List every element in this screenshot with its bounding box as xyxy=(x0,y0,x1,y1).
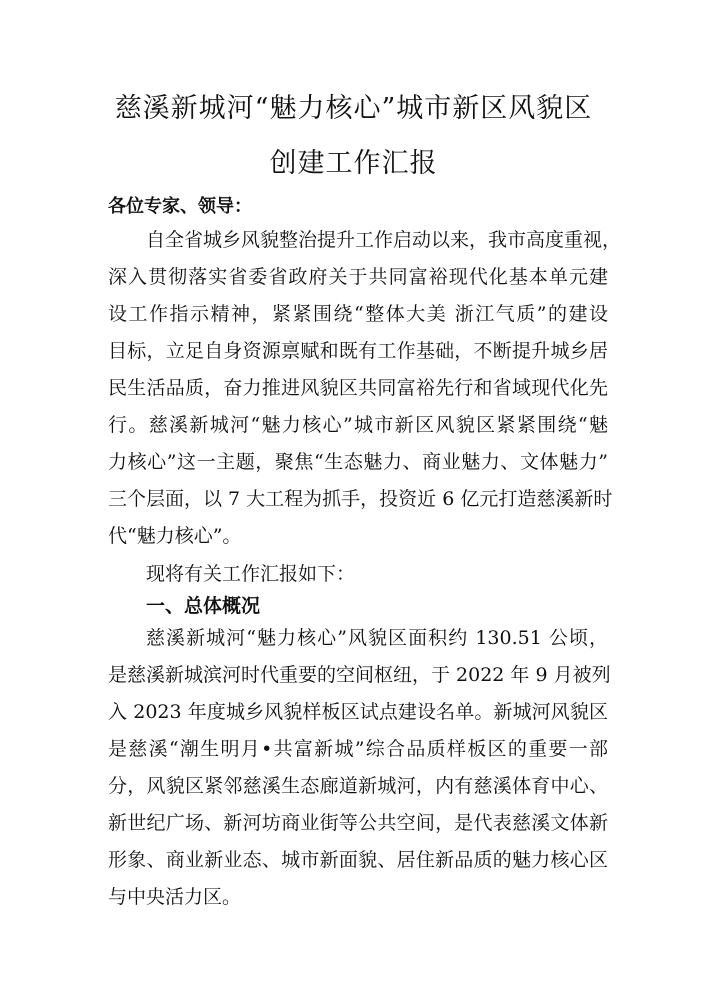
paragraph-line: 代“魅力核心”。 xyxy=(108,525,242,547)
paragraph-line: 力核心”这一主题，聚焦“生态魅力、商业魅力、文体魅力” xyxy=(108,451,608,473)
document-title-line-2: 创建工作汇报 xyxy=(269,148,438,179)
paragraph-line: 自全省城乡风貌整治提升工作启动以来，我市高度重视， xyxy=(146,229,622,251)
document-title-line-1: 慈溪新城河“魅力核心”城市新区风貌区 xyxy=(114,93,593,124)
paragraph-line: 入 2023 年度城乡风貌样板区试点建设名单。新城河风貌区 xyxy=(108,701,608,723)
paragraph-line: 设工作指示精神，紧紧围绕“整体大美 浙江气质”的建设 xyxy=(108,303,608,325)
body-text xyxy=(108,192,608,222)
paragraph-line: 行。慈溪新城河“魅力核心”城市新区风貌区紧紧围绕“魅 xyxy=(108,414,608,436)
paragraph-line: 三个层面，以 7 大工程为抓手，投资近 6 亿元打造慈溪新时 xyxy=(108,488,613,510)
intro-paragraph xyxy=(108,222,622,555)
section-1-heading: 一、总体概况 xyxy=(146,595,261,617)
report-intro: 现将有关工作汇报如下： xyxy=(146,563,356,585)
paragraph-line: 是慈溪新城滨河时代重要的空间枢纽，于 2022 年 9 月被列 xyxy=(108,664,611,686)
paragraph-line: 是慈溪“潮生明月•共富新城”综合品质样板区的重要一部 xyxy=(108,738,608,760)
paragraph-line: 新世纪广场、新河坊商业街等公共空间，是代表慈溪文体新 xyxy=(108,812,608,834)
paragraph-line: 与中央活力区。 xyxy=(108,886,242,908)
paragraph-line: 分，风貌区紧邻慈溪生态廊道新城河，内有慈溪体育中心、 xyxy=(108,775,608,797)
paragraph-line: 民生活品质，奋力推进风貌区共同富裕先行和省域现代化先 xyxy=(108,377,608,399)
section-1-paragraph xyxy=(108,620,611,916)
paragraph-line: 慈溪新城河“魅力核心”风貌区面积约 130.51 公顷， xyxy=(146,627,608,649)
salutation: 各位专家、领导： xyxy=(108,196,252,217)
paragraph-line: 形象、商业新业态、城市新面貌、居住新品质的魅力核心区 xyxy=(108,849,608,871)
paragraph-line: 目标，立足自身资源禀赋和既有工作基础，不断提升城乡居 xyxy=(108,340,608,362)
paragraph-line: 深入贯彻落实省委省政府关于共同富裕现代化基本单元建 xyxy=(108,266,608,288)
